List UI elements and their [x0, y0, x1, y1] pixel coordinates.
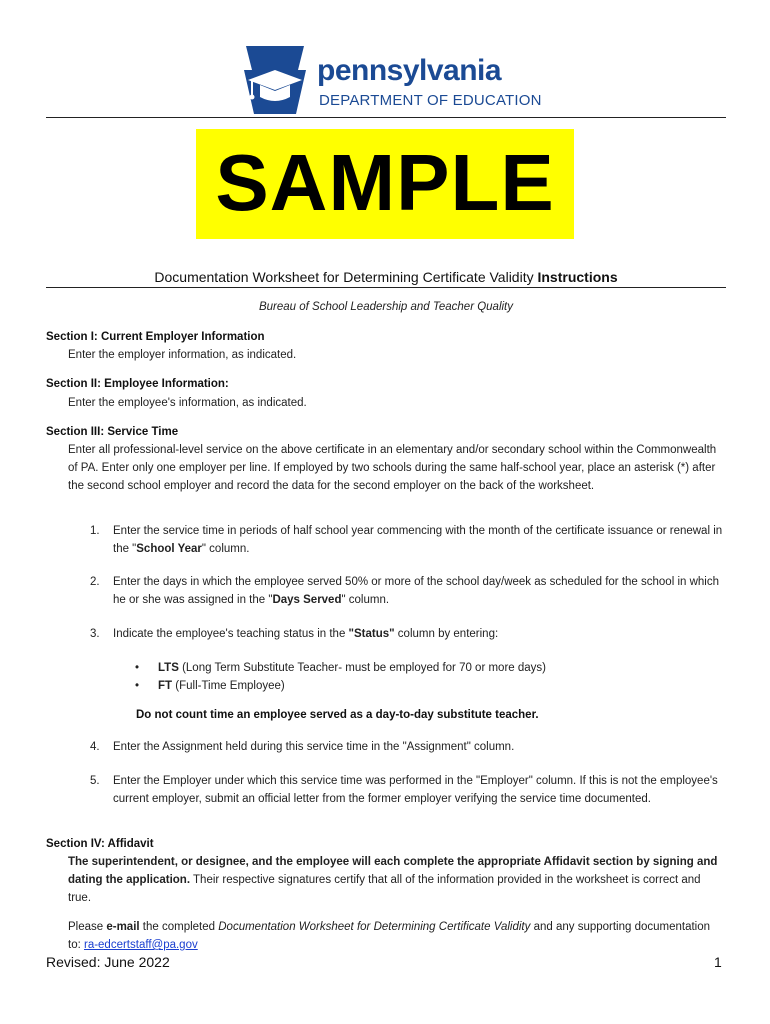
bullet-text: (Long Term Substitute Teacher- must be employed for 70 or more days)	[178, 662, 546, 674]
sample-stamp-text: SAMPLE	[215, 138, 555, 227]
section-3-heading: Section III: Service Time	[46, 426, 179, 438]
list-item-number: 2.	[90, 576, 100, 588]
list-item-text	[113, 573, 728, 609]
list-item-text	[113, 522, 728, 558]
item-2-text-bold: Days Served	[272, 594, 342, 606]
keystone-mortarboard-icon	[240, 44, 310, 116]
bullet-text: (Full-Time Employee)	[172, 680, 285, 692]
section-4-heading: Section IV: Affidavit	[46, 838, 154, 850]
revised-date: Revised: June 2022	[46, 954, 170, 970]
email-italic: Documentation Worksheet for Determining Certificate Validity	[218, 921, 531, 933]
email-link[interactable]: ra-edcertstaff@pa.gov	[83, 939, 198, 951]
bullet-dot: •	[135, 662, 140, 674]
item-3-text-bold: "Status"	[348, 628, 395, 640]
bullet-dot: •	[135, 680, 140, 692]
document-title-plain: Documentation Worksheet for Determining Certificate Validity	[154, 269, 538, 285]
affidavit-bold: The superintendent, or designee, and the employee will each complete the appropriate Affidavit section by signing and dating the application.	[68, 856, 718, 886]
email-bold: e-mail	[106, 921, 140, 933]
item-5-text: Enter the Employer under which this service time was performed in the "Employer" column. If this is not the employee's current employer, submit an official letter from the former employer verifying the service time documented.	[113, 775, 718, 805]
email-mid: the completed	[139, 921, 219, 933]
header-divider	[46, 117, 726, 118]
bullet-code: LTS	[158, 662, 179, 674]
item-3-text-pre: Indicate the employee's teaching status in the	[113, 628, 349, 640]
section-2-body: Enter the employee's information, as indicated.	[68, 397, 307, 409]
sample-stamp	[196, 129, 574, 239]
item-1-text-post: " column.	[201, 543, 250, 555]
list-item-number: 4.	[90, 741, 100, 753]
section-1-body: Enter the employer information, as indicated.	[68, 349, 297, 361]
document-title	[46, 269, 726, 285]
item-4-text: Enter the Assignment held during this service time in the "Assignment" column.	[113, 741, 515, 753]
section-3-body: Enter all professional-level service on the above certificate in an elementary and/or secondary school within the Commonwealth of PA. Enter only one employer per line. If employed by two schools during the same half-school year, place an asterisk (*) after the second school employer and record the data for the second employer on the back of the worksheet.	[68, 444, 717, 492]
section-1-heading: Section I: Current Employer Information	[46, 331, 265, 343]
section-2-heading: Section II: Employee Information:	[46, 378, 229, 390]
title-divider	[46, 287, 726, 288]
affidavit-plain: Their respective signatures certify that all of the information provided in the worksheet is correct and true.	[68, 874, 701, 904]
page-number: 1	[714, 954, 722, 970]
bullet-code: FT	[158, 680, 173, 692]
email-post: and any supporting documentation to:	[68, 921, 711, 951]
item-3-text-post: column by entering:	[394, 628, 499, 640]
list-item-number: 5.	[90, 775, 100, 787]
list-item-number: 1.	[90, 525, 100, 537]
document-subtitle: Bureau of School Leadership and Teacher Quality	[258, 301, 514, 313]
email-pre: Please	[68, 921, 107, 933]
list-item-text	[113, 625, 728, 643]
item-2-text-post: " column.	[341, 594, 390, 606]
list-item-number: 3.	[90, 628, 100, 640]
document-title-bold: Instructions	[537, 269, 618, 285]
email-instructions	[68, 918, 718, 954]
logo-name: pennsylvania	[317, 54, 502, 87]
item-2-text-pre: Enter the days in which the employee served 50% or more of the school day/week as scheduled for the school in which he or she was assigned in the "	[113, 576, 720, 606]
logo-department: DEPARTMENT OF EDUCATION	[319, 92, 542, 109]
substitute-note: Do not count time an employee served as a day-to-day substitute teacher.	[136, 709, 539, 721]
pa-education-logo	[240, 44, 540, 116]
affidavit-text	[68, 853, 718, 907]
item-1-text-bold: School Year	[136, 543, 202, 555]
item-1-text-pre: Enter the service time in periods of half school year commencing with the month of the certificate issuance or renewal in the "	[113, 525, 723, 555]
